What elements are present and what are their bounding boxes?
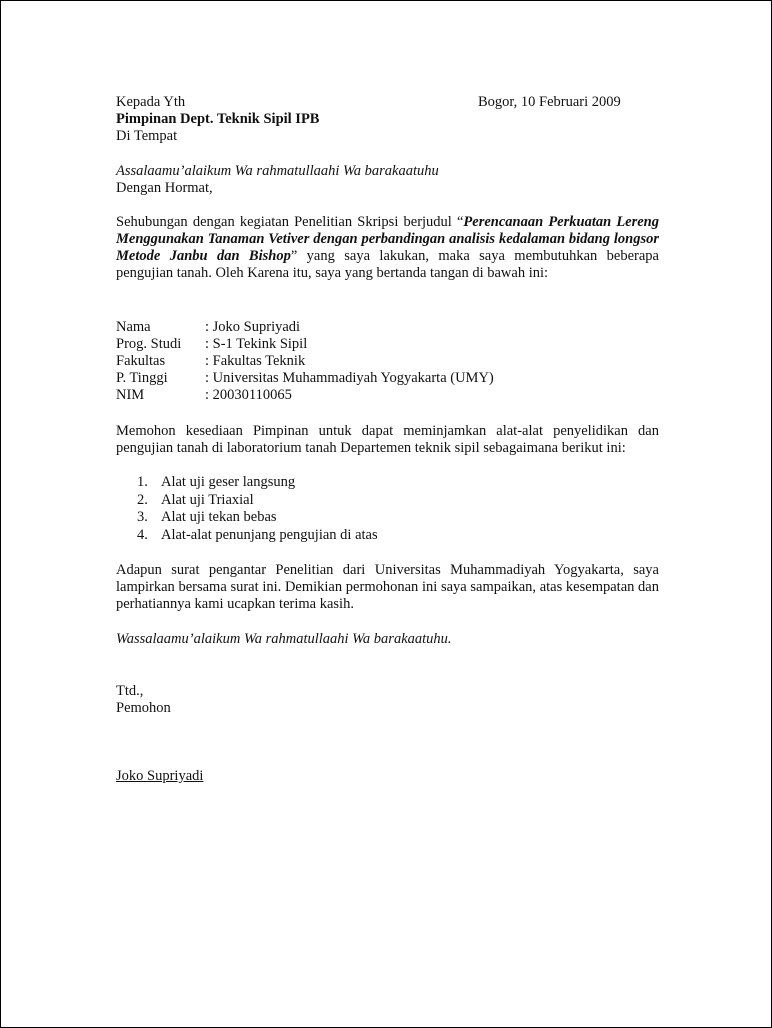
identity-row [116,319,494,336]
recipient-name: Pimpinan Dept. Teknik Sipil IPB [116,111,320,127]
list-item-text: Alat uji geser langsung [161,474,296,490]
identity-label: Fakultas [116,353,166,369]
identity-row [116,387,494,404]
signatory-block [116,768,659,785]
tools-list [116,474,659,544]
tools-list-item [116,527,659,545]
identity-row [116,336,494,353]
identity-label: NIM [116,387,145,403]
opening-salutation: Assalaamu’alaikum Wa rahmatullaahi Wa barakaatuhu [116,163,439,179]
identity-table [116,319,494,404]
identity-label: Prog. Studi [116,336,182,352]
signature-block [116,683,659,717]
identity-value: : Joko Supriyadi [205,319,301,335]
identity-value: : Universitas Muhammadiyah Yogyakarta (UMY) [205,370,494,386]
tools-list-block [116,474,659,544]
opening-block [116,163,659,197]
identity-label: Nama [116,319,151,335]
identity-value: : Fakultas Teknik [205,353,306,369]
identity-value: : S-1 Tekink Sipil [205,336,308,352]
identity-row [116,370,494,387]
intro-paragraph [116,214,659,282]
identity-label: P. Tinggi [116,370,168,386]
identity-block [116,319,659,404]
closing-paragraph: Adapun surat pengantar Penelitian dari Universitas Muhammadiyah Yogyakarta, saya lampirkan bersama surat ini. Demikian permohonan ini saya sampaikan, atas kesempatan dan perhatiannya kami ucapkan terima kasih. [116,562,659,612]
recipient-line: Kepada Yth [116,94,186,110]
closing-salutation: Wassalaamu’alaikum Wa rahmatullaahi Wa barakaatuhu. [116,631,452,647]
list-item-text: Alat-alat penunjang pengujian di atas [161,526,378,543]
tools-list-item [116,509,659,527]
request-paragraph: Memohon kesediaan Pimpinan untuk dapat meminjamkan alat-alat penyelidikan dan pengujian tanah di laboratorium tanah Departemen teknik sipil sebagaimana berikut ini: [116,423,659,456]
greeting: Dengan Hormat, [116,180,213,196]
closing-salutation-block [116,631,659,648]
signature-ttd: Ttd., [116,683,144,699]
intro-part1: Sehubungan dengan kegiatan Penelitian Skripsi berjudul “ [116,214,464,230]
list-item-number: 4. [137,526,148,543]
tools-list-item [116,474,659,492]
tools-list-item [116,492,659,510]
letter-date: Bogor, 10 Februari 2009 [478,94,621,110]
list-item-text: Alat uji tekan bebas [161,509,277,525]
intro-part2: ” yang saya lakukan, maka saya membutuhkan beberapa pengujian tanah. Oleh Karena itu, saya yang bertanda tangan di bawah ini: [116,248,659,281]
research-title: Perencanaan Perkuatan Lereng Menggunakan Tanaman Vetiver dengan perbandingan analisis kedalaman bidang longsor Metode Janbu dan Bishop [116,214,660,264]
signature-role: Pemohon [116,700,171,716]
list-item-text: Alat uji Triaxial [161,491,254,508]
identity-row [116,353,494,370]
list-item-number: 1. [137,474,148,490]
list-item-number: 3. [137,509,148,525]
recipient-place: Di Tempat [116,128,178,144]
list-item-number: 2. [137,491,148,508]
signatory-name: Joko Supriyadi [116,768,204,784]
identity-value: : 20030110065 [205,387,292,403]
